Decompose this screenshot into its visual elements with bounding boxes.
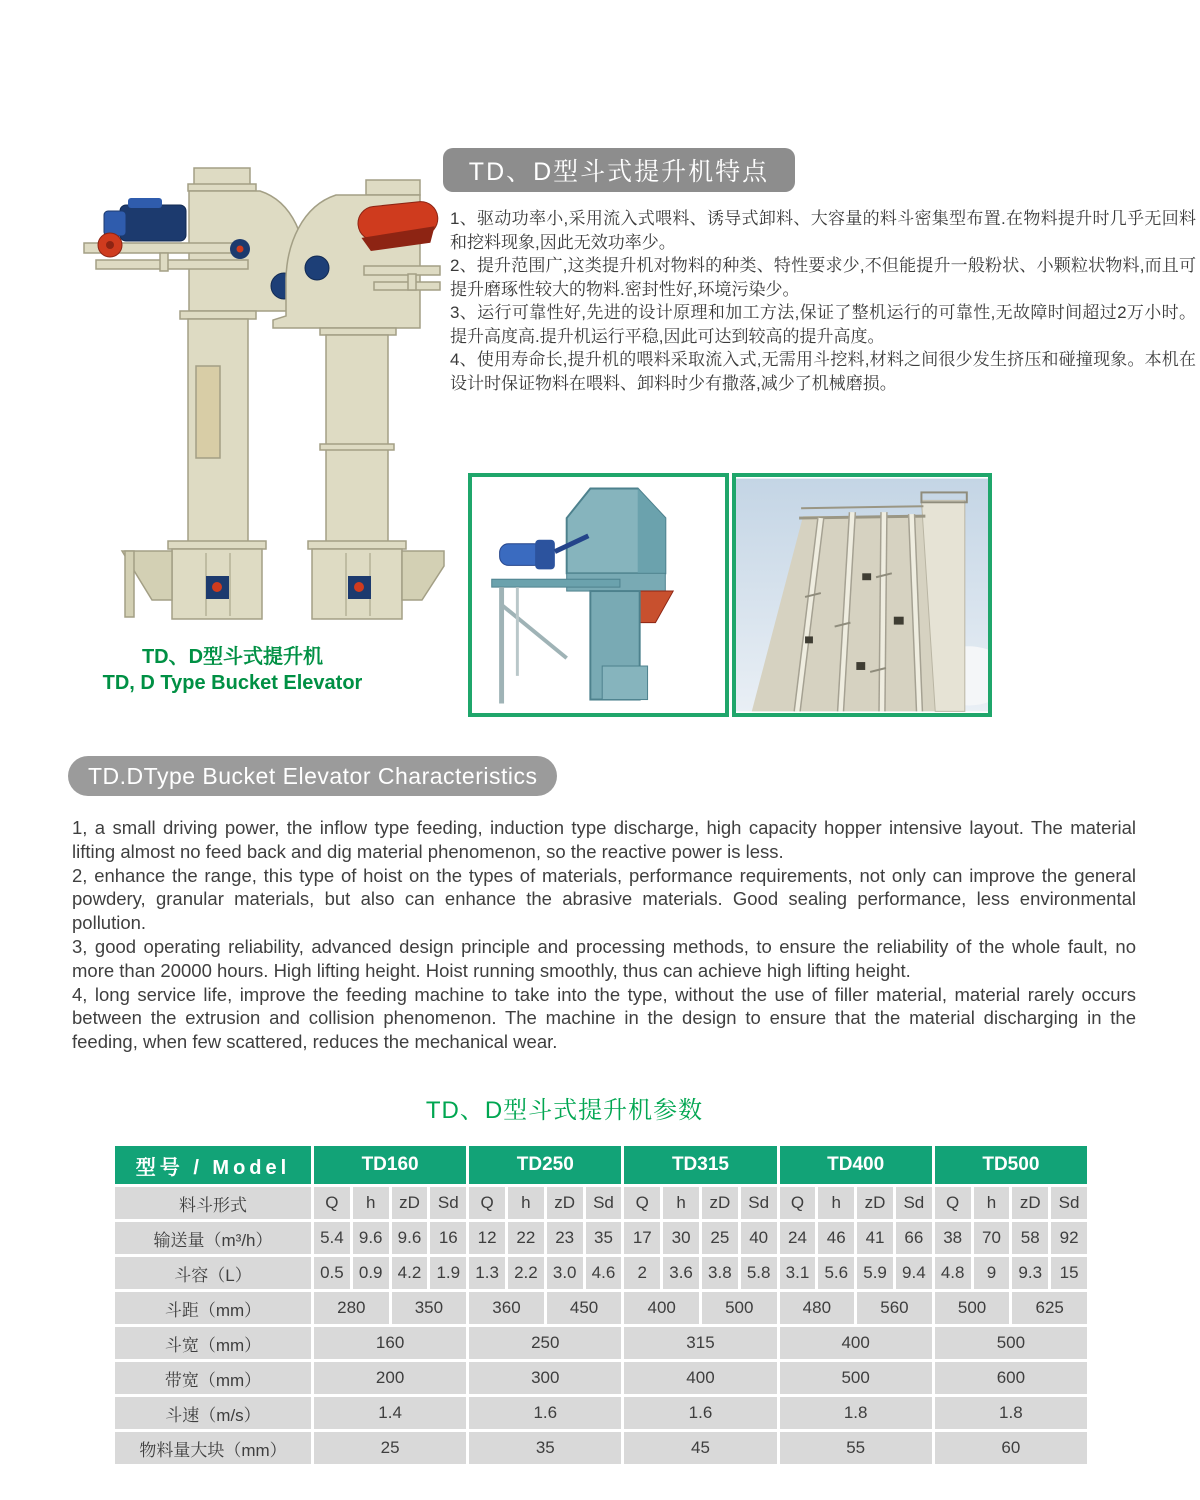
param-cell: 23 (547, 1222, 583, 1254)
param-cell: Sd (741, 1187, 777, 1219)
param-cell: Q (469, 1187, 505, 1219)
characteristic-en-1: 1, a small driving power, the inflow type feeding, induction type discharge, high capacity hopper intensive layout. The material lifting almost no feed back and dig material phenomenon, so the reactive power is less. (72, 817, 1136, 862)
table-row (115, 1397, 1087, 1429)
param-cell: 300 (469, 1362, 621, 1394)
param-cell: 25 (702, 1222, 738, 1254)
param-cell: 400 (624, 1362, 776, 1394)
silo-building-photo-drawing (736, 477, 989, 713)
characteristic-en-3: 3, good operating reliability, advanced design principle and processing methods, to ensure the reliability of the whole fault, no more than 20000 hours. High lifting height. Hoist running smoothly, thus can achieve high lifting height. (72, 935, 1136, 981)
param-cell: 450 (547, 1292, 622, 1324)
param-cell: 22 (508, 1222, 544, 1254)
table-row (115, 1432, 1087, 1464)
param-cell: 35 (469, 1432, 621, 1464)
param-cell: 9.3 (1012, 1257, 1048, 1289)
feature-cn-2: 2、提升范围广,这类提升机对物料的种类、特性要求少,不但能提升一般粉状、小颗粒状物料,而且可提升磨琢性较大的物料.密封性好,环境污染少。 (450, 256, 1196, 299)
model-header-td315: TD315 (624, 1146, 776, 1184)
characteristics-badge-title: TD.DType Bucket Elevator Characteristics (88, 762, 538, 789)
param-cell: Q (314, 1187, 350, 1219)
bucket-elevators-drawing (68, 148, 446, 630)
model-header-td500: TD500 (935, 1146, 1087, 1184)
param-cell: 38 (935, 1222, 971, 1254)
row-label: 斗容（L） (115, 1257, 311, 1289)
param-cell: 1.9 (430, 1257, 466, 1289)
table-row (115, 1327, 1087, 1359)
product-photos (468, 473, 992, 717)
model-header-td400: TD400 (780, 1146, 932, 1184)
param-cell: Sd (1051, 1187, 1087, 1219)
param-cell: 0.5 (314, 1257, 350, 1289)
param-cell: Sd (586, 1187, 622, 1219)
parameters-table-body (115, 1187, 1087, 1464)
features-cn-text (450, 207, 1196, 395)
param-cell: 5.8 (741, 1257, 777, 1289)
photo-elevator-head (468, 473, 729, 717)
param-cell: h (974, 1187, 1010, 1219)
product-illustration (68, 148, 446, 630)
param-cell: 24 (780, 1222, 816, 1254)
param-cell: 1.3 (469, 1257, 505, 1289)
param-cell: Sd (430, 1187, 466, 1219)
param-cell: 46 (818, 1222, 854, 1254)
param-cell: 4.6 (586, 1257, 622, 1289)
features-badge-title: TD、D型斗式提升机特点 (468, 158, 770, 186)
param-cell: 30 (663, 1222, 699, 1254)
param-cell: 400 (780, 1327, 932, 1359)
param-cell: 1.6 (469, 1397, 621, 1429)
param-cell: 5.9 (857, 1257, 893, 1289)
section-badge-features (443, 148, 795, 192)
param-cell: 15 (1051, 1257, 1087, 1289)
row-label: 带宽（mm） (115, 1362, 311, 1394)
param-cell: 70 (974, 1222, 1010, 1254)
param-cell: 500 (702, 1292, 777, 1324)
param-cell: 160 (314, 1327, 466, 1359)
param-cell: h (818, 1187, 854, 1219)
product-caption-cn: TD、D型斗式提升机 (141, 646, 324, 668)
param-cell: 1.8 (935, 1397, 1087, 1429)
param-cell: 41 (857, 1222, 893, 1254)
param-cell: 1.8 (780, 1397, 932, 1429)
param-cell: 3.8 (702, 1257, 738, 1289)
param-cell: 560 (857, 1292, 932, 1324)
param-cell: Q (780, 1187, 816, 1219)
param-cell: 280 (314, 1292, 389, 1324)
param-cell: 60 (935, 1432, 1087, 1464)
param-cell: 92 (1051, 1222, 1087, 1254)
row-label: 输送量（m³/h） (115, 1222, 311, 1254)
param-cell: 315 (624, 1327, 776, 1359)
param-cell: 25 (314, 1432, 466, 1464)
table-row (115, 1257, 1087, 1289)
row-label: 斗宽（mm） (115, 1327, 311, 1359)
model-header-td160: TD160 (314, 1146, 466, 1184)
param-cell: 4.2 (392, 1257, 428, 1289)
param-cell: Sd (896, 1187, 932, 1219)
param-cell: 2 (624, 1257, 660, 1289)
param-cell: 500 (935, 1292, 1010, 1324)
row-label: 斗速（m/s） (115, 1397, 311, 1429)
param-cell: zD (702, 1187, 738, 1219)
elevator-head-photo-drawing (472, 477, 725, 713)
parameters-table-wrap (112, 1143, 1090, 1467)
param-cell: h (353, 1187, 389, 1219)
param-cell: zD (857, 1187, 893, 1219)
param-cell: 3.1 (780, 1257, 816, 1289)
param-cell: zD (547, 1187, 583, 1219)
param-cell: 58 (1012, 1222, 1048, 1254)
param-cell: 3.6 (663, 1257, 699, 1289)
param-cell: 1.6 (624, 1397, 776, 1429)
param-cell: 9 (974, 1257, 1010, 1289)
param-cell: 625 (1012, 1292, 1087, 1324)
param-cell: 5.6 (818, 1257, 854, 1289)
param-cell: 200 (314, 1362, 466, 1394)
param-cell: 350 (392, 1292, 467, 1324)
param-cell: 17 (624, 1222, 660, 1254)
param-cell: 9.6 (353, 1222, 389, 1254)
param-cell: 400 (624, 1292, 699, 1324)
param-cell: 1.4 (314, 1397, 466, 1429)
model-header-td250: TD250 (469, 1146, 621, 1184)
param-cell: 45 (624, 1432, 776, 1464)
row-label: 料斗形式 (115, 1187, 311, 1219)
feature-cn-1: 1、驱动功率小,采用流入式喂料、诱导式卸料、大容量的料斗密集型布置.在物料提升时几乎无回料和挖料现象,因此无效功率少。 (450, 209, 1196, 252)
model-column-header: 型号 / Model (115, 1146, 311, 1184)
table-row (115, 1362, 1087, 1394)
param-cell: 3.0 (547, 1257, 583, 1289)
param-cell: 66 (896, 1222, 932, 1254)
parameters-table (112, 1143, 1090, 1467)
param-cell: Q (935, 1187, 971, 1219)
param-cell: 5.4 (314, 1222, 350, 1254)
characteristics-en-text (72, 816, 1136, 1054)
photo-elevator-site (732, 473, 993, 717)
param-cell: 500 (935, 1327, 1087, 1359)
table-row (115, 1187, 1087, 1219)
param-cell: h (663, 1187, 699, 1219)
param-cell: 2.2 (508, 1257, 544, 1289)
param-cell: 250 (469, 1327, 621, 1359)
section-badge-characteristics (68, 756, 557, 796)
param-cell: 500 (780, 1362, 932, 1394)
param-cell: 9.4 (896, 1257, 932, 1289)
param-cell: 35 (586, 1222, 622, 1254)
parameters-table-head (115, 1146, 1087, 1184)
param-cell: zD (392, 1187, 428, 1219)
product-caption-en: TD, D Type Bucket Elevator (102, 672, 363, 694)
param-cell: 0.9 (353, 1257, 389, 1289)
param-cell: Q (624, 1187, 660, 1219)
table-row (115, 1292, 1087, 1324)
row-label: 斗距（mm） (115, 1292, 311, 1324)
param-cell: 55 (780, 1432, 932, 1464)
param-cell: h (508, 1187, 544, 1219)
parameters-title: TD、D型斗式提升机参数 (425, 1097, 704, 1124)
row-label: 物料量大块（mm） (115, 1432, 311, 1464)
param-cell: zD (1012, 1187, 1048, 1219)
param-cell: 16 (430, 1222, 466, 1254)
param-cell: 600 (935, 1362, 1087, 1394)
param-cell: 360 (469, 1292, 544, 1324)
param-cell: 9.6 (392, 1222, 428, 1254)
param-cell: 40 (741, 1222, 777, 1254)
param-cell: 480 (780, 1292, 855, 1324)
product-caption (60, 644, 405, 696)
feature-cn-3: 3、运行可靠性好,先进的设计原理和加工方法,保证了整机运行的可靠性,无故障时间超过2万小时。提升高度高.提升机运行平稳,因此可达到较高的提升高度。 (450, 303, 1196, 346)
characteristic-en-4: 4, long service life, improve the feeding machine to take into the type, without the use of filler material, material rarely occurs between the extrusion and collision phenomenon. The machine in the design to ensure that the material discharging in the feeding, when few scattered, reduces the mechanical wear. (72, 983, 1136, 1053)
feature-cn-4: 4、使用寿命长,提升机的喂料采取流入式,无需用斗挖料,材料之间很少发生挤压和碰撞现象。本机在设计时保证物料在喂料、卸料时少有撒落,减少了机械磨损。 (450, 350, 1196, 393)
characteristic-en-2: 2, enhance the range, this type of hoist on the types of materials, performance requirements, not only can improve the general powdery, granular materials, but also can enhance the abrasive materials. Good sealing performance, less environmental pollution. (72, 864, 1136, 934)
param-cell: 4.8 (935, 1257, 971, 1289)
table-row (115, 1222, 1087, 1254)
param-cell: 12 (469, 1222, 505, 1254)
